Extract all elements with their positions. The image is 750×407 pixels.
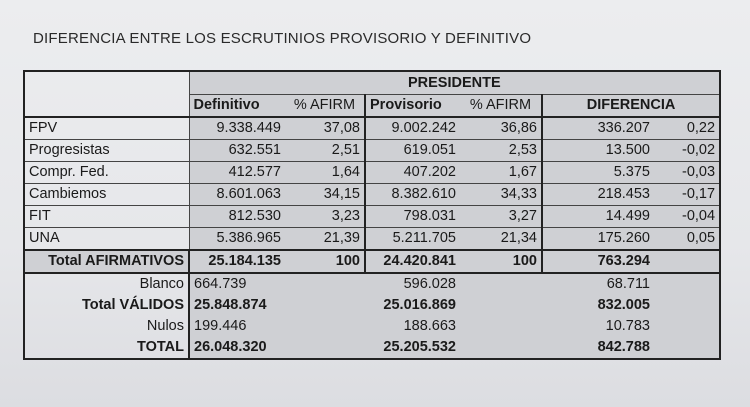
- cell-pct-definitivo: 3,23: [285, 206, 365, 228]
- col-header-pct-afirm-2: % AFIRM: [460, 95, 542, 118]
- cell-diferencia-pct: 0,05: [654, 228, 720, 251]
- nulos-label: Nulos: [146, 318, 184, 334]
- total-label: TOTAL: [137, 339, 184, 355]
- table-row-party: [24, 184, 720, 206]
- cell-provisorio: 798.031: [365, 206, 460, 228]
- blanco-row: [24, 273, 720, 295]
- blanco-definitivo: 664.739: [189, 273, 285, 295]
- cell-diferencia-pct: -0,04: [654, 206, 720, 228]
- cell-pct-provisorio: 2,53: [460, 140, 542, 162]
- cell-definitivo: 412.577: [189, 162, 285, 184]
- corner-cell: [24, 71, 189, 117]
- cell-provisorio: 9.002.242: [365, 117, 460, 140]
- party-name: Compr. Fed.: [24, 162, 189, 184]
- cell-provisorio: 407.202: [365, 162, 460, 184]
- cell-pct-definitivo: 2,51: [285, 140, 365, 162]
- table-row-party: [24, 162, 720, 184]
- col-header-provisorio: Provisorio: [365, 95, 460, 118]
- total-afirmativos-pct-def: 100: [285, 250, 365, 273]
- cell-definitivo: 8.601.063: [189, 184, 285, 206]
- cell-pct-provisorio: 1,67: [460, 162, 542, 184]
- cell-definitivo: 5.386.965: [189, 228, 285, 251]
- document-title: DIFERENCIA ENTRE LOS ESCRUTINIOS PROVISORIO Y DEFINITIVO: [33, 30, 532, 47]
- nulos-definitivo: 199.446: [189, 316, 285, 337]
- total-afirmativos-diff: 763.294: [542, 250, 654, 273]
- cell-pct-provisorio: 36,86: [460, 117, 542, 140]
- cell-pct-definitivo: 21,39: [285, 228, 365, 251]
- party-name: FIT: [24, 206, 189, 228]
- section-header-presidente: PRESIDENTE: [189, 71, 720, 95]
- table-row-party: [24, 206, 720, 228]
- total-diff: 842.788: [542, 337, 654, 359]
- cell-pct-provisorio: 34,33: [460, 184, 542, 206]
- cell-provisorio: 5.211.705: [365, 228, 460, 251]
- cell-definitivo: 812.530: [189, 206, 285, 228]
- cell-diferencia: 13.500: [542, 140, 654, 162]
- cell-pct-definitivo: 1,64: [285, 162, 365, 184]
- cell-diferencia-pct: -0,02: [654, 140, 720, 162]
- cell-pct-provisorio: 3,27: [460, 206, 542, 228]
- blanco-label: Blanco: [139, 276, 184, 292]
- col-header-pct-afirm-1: % AFIRM: [285, 95, 365, 118]
- total-validos-label: Total VÁLIDOS: [81, 297, 184, 313]
- cell-diferencia-pct: -0,17: [654, 184, 720, 206]
- results-table: [23, 70, 721, 360]
- cell-diferencia: 5.375: [542, 162, 654, 184]
- total-provisorio: 25.205.532: [365, 337, 460, 359]
- total-validos-provisorio: 25.016.869: [365, 295, 460, 316]
- col-header-definitivo: Definitivo: [189, 95, 285, 118]
- cell-pct-provisorio: 21,34: [460, 228, 542, 251]
- header-row-section: [24, 71, 720, 95]
- cell-diferencia: 336.207: [542, 117, 654, 140]
- cell-pct-definitivo: 34,15: [285, 184, 365, 206]
- cell-diferencia: 14.499: [542, 206, 654, 228]
- cell-definitivo: 632.551: [189, 140, 285, 162]
- cell-diferencia-pct: 0,22: [654, 117, 720, 140]
- col-header-diferencia: DIFERENCIA: [542, 95, 720, 118]
- party-name: UNA: [24, 228, 189, 251]
- total-validos-definitivo: 25.848.874: [189, 295, 285, 316]
- cell-provisorio: 619.051: [365, 140, 460, 162]
- total-afirmativos-row: [24, 250, 720, 273]
- total-afirmativos-empty: [654, 250, 720, 273]
- cell-diferencia: 175.260: [542, 228, 654, 251]
- nulos-diff: 10.783: [542, 316, 654, 337]
- cell-pct-definitivo: 37,08: [285, 117, 365, 140]
- party-name: Cambiemos: [24, 184, 189, 206]
- table-row-party: [24, 228, 720, 251]
- total-row: [24, 337, 720, 359]
- cell-diferencia-pct: -0,03: [654, 162, 720, 184]
- total-afirmativos-label: Total AFIRMATIVOS: [24, 250, 189, 273]
- total-definitivo: 26.048.320: [189, 337, 285, 359]
- blanco-provisorio: 596.028: [365, 273, 460, 295]
- total-afirmativos-provisorio: 24.420.841: [365, 250, 460, 273]
- nulos-provisorio: 188.663: [365, 316, 460, 337]
- party-name: FPV: [24, 117, 189, 140]
- total-validos-diff: 832.005: [542, 295, 654, 316]
- total-afirmativos-definitivo: 25.184.135: [189, 250, 285, 273]
- total-validos-row: [24, 295, 720, 316]
- blanco-diff: 68.711: [542, 273, 654, 295]
- cell-definitivo: 9.338.449: [189, 117, 285, 140]
- total-afirmativos-pct-prov: 100: [460, 250, 542, 273]
- cell-provisorio: 8.382.610: [365, 184, 460, 206]
- party-name: Progresistas: [24, 140, 189, 162]
- table-row-party: [24, 117, 720, 140]
- table-row-party: [24, 140, 720, 162]
- nulos-row: [24, 316, 720, 337]
- cell-diferencia: 218.453: [542, 184, 654, 206]
